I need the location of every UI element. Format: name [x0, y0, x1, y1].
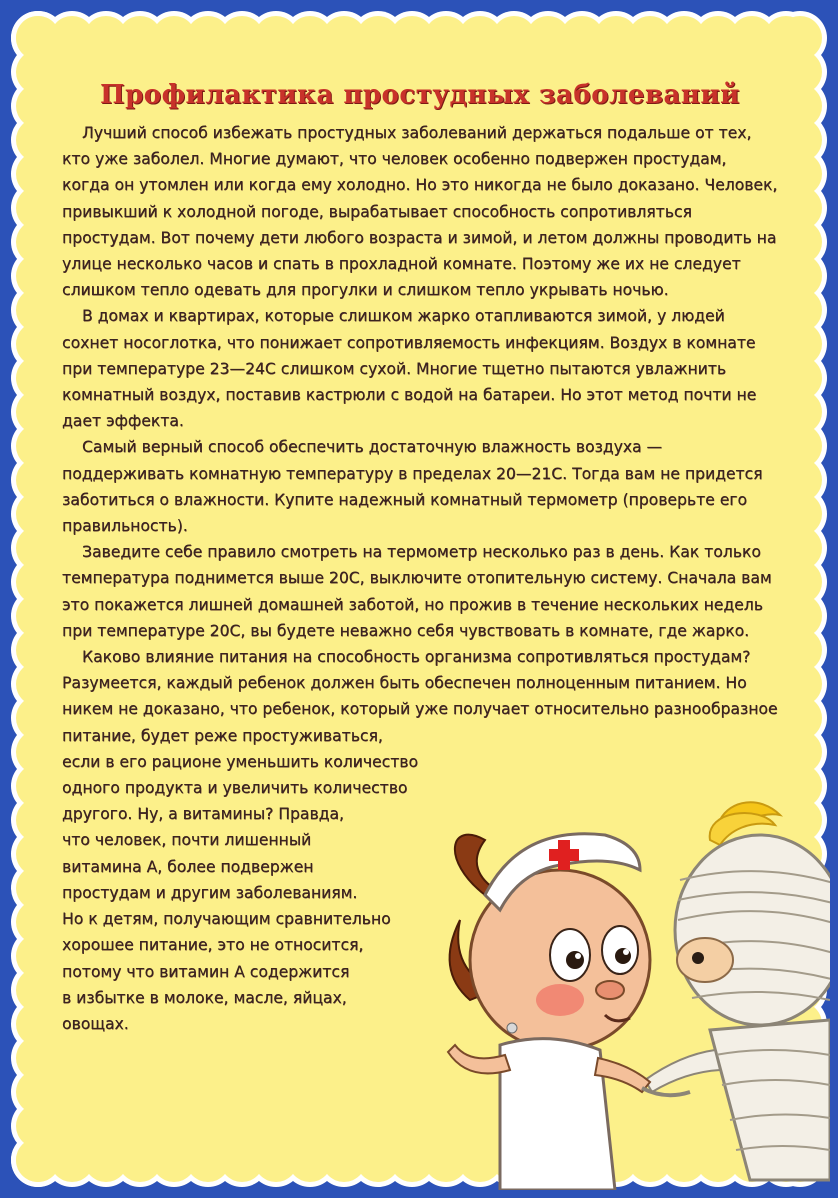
page-title: Профилактика простудных заболеваний — [100, 80, 740, 110]
paragraph-4: Заведите себе правило смотреть на термометр несколько раз в день. Как только температура поднимется выше 20С, выключите отопительную систему. Сначала вам это покажется лишней домашней заботой, но прожив в течение нескольких недель при температуре 20С, вы будете неважно себя чувствовать в комнате, где жарко. — [62, 543, 772, 640]
text-line: в избытке в молоке, масле, яйцах, — [62, 988, 347, 1007]
paragraph-2: В домах и квартирах, которые слишком жарко отапливаются зимой, у людей сохнет носоглотка, что понижает сопротивляемость инфекциям. Воздух в комнате при температуре 23—24С слишком сухой. Многие тщетно пытаются увлажнить комнатный воздух, поставив кастрюли с водой на батареи. Но этот метод почти не дает эффекта. — [62, 307, 757, 431]
text-line: потому что витамин А содержится — [62, 962, 350, 981]
paragraph-5-continuation — [62, 749, 462, 1037]
paragraph-1: Лучший способ избежать простудных заболеваний держаться подальше от тех, кто уже заболел. Многие думают, что человек особенно подвержен простудам, когда он утомлен или когда ему холодно. Но это никогда не было доказано. Человек, привыкший к холодной погоде, вырабатывает способность сопротивляться простудам. Вот почему дети любого возраста и зимой, и летом должны проводить на улице несколько часов и спать в прохладной комнате. Поэтому же их не следует слишком тепло одевать для прогулки и слишком тепло укрывать ночью. — [62, 124, 778, 300]
text-line: что человек, почти лишенный — [62, 831, 312, 850]
text-line: если в его рационе уменьшить количество — [62, 752, 419, 771]
paragraph-3: Самый верный способ обеспечить достаточную влажность воздуха — поддерживать комнатную температуру в пределах 20—21С. Тогда вам не придется заботиться о влажности. Купите надежный комнатный термометр (проверьте его правильность). — [62, 438, 763, 536]
text-line: витамина А, более подвержен — [62, 857, 314, 876]
bandaged-boy — [645, 802, 830, 1180]
nurse-and-patient-illustration — [430, 800, 830, 1190]
text-line: простудам и другим заболеваниям. — [62, 883, 358, 902]
text-line: Но к детям, получающим сравнительно — [62, 910, 391, 929]
text-line: овощах. — [62, 1014, 129, 1033]
text-line: другого. Ну, а витамины? Правда, — [62, 805, 344, 824]
nurse-girl — [448, 834, 690, 1190]
text-line: одного продукта и увеличить количество — [62, 779, 408, 798]
paragraph-5: Каково влияние питания на способность организма сопротивляться простудам? Разумеется, каждый ребенок должен быть обеспечен полноценным питанием. Но никем не доказано, что ребенок, который уже получает относительно разнообразное питание, будет реже простуживаться, — [62, 648, 778, 745]
text-line: хорошее питание, это не относится, — [62, 936, 364, 955]
